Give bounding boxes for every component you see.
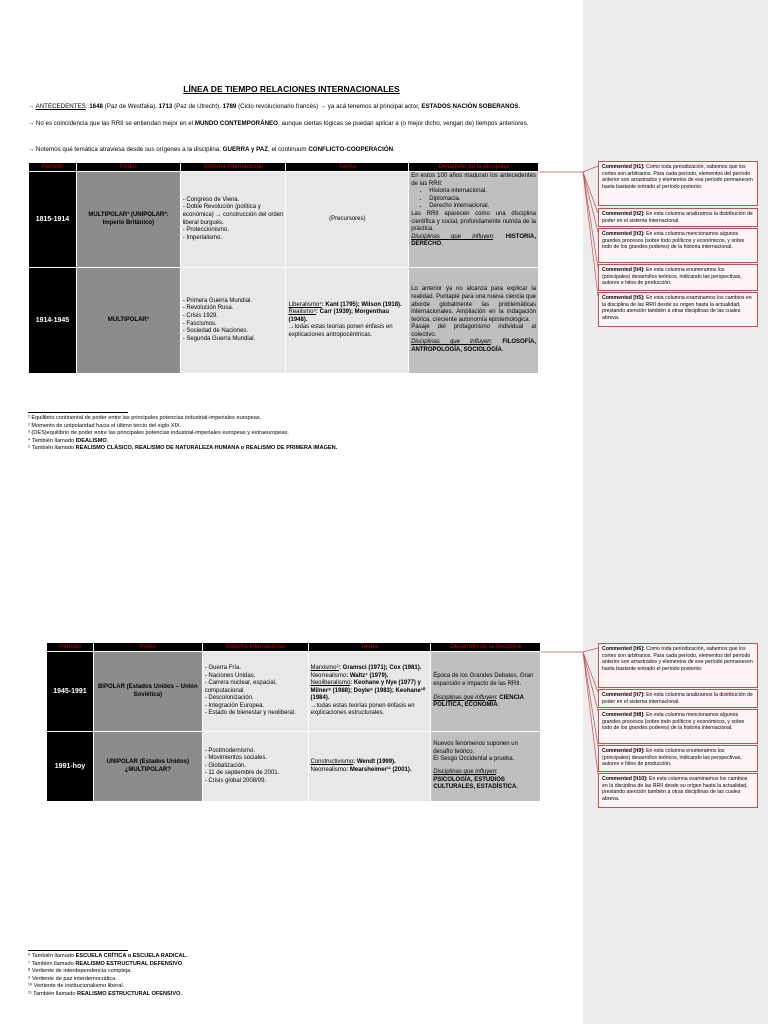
header-cell: Poder <box>93 643 202 652</box>
discipline-cell: En estos 100 años maduran los antecedentes de las RRII: • Historia internacional. • Diplomacia. • Derecho internacional. Las RRII aparecen como una disciplina científica y social, profundamente nutrida de la práctica. Disciplinas que influyen: HISTORIA, DERECHO. <box>409 172 539 268</box>
footnote: ⁸ Vertiente de interdependencia compleja. <box>28 968 132 975</box>
footnote: ⁴ También llamado IDEALISMO. <box>28 437 109 444</box>
power-cell: MULTIPOLAR³ <box>76 268 180 374</box>
comment-lt4[interactable]: Commented [lt4]: En esta columna enumeramos los (principales) desarrollos teóricos, indicando las perspectivas, autores e hitos de producción. <box>598 264 758 291</box>
table-row <box>29 268 539 374</box>
discipline-cell: Época de los Grandes Debates. Gran expansión e impacto de las RRII. Disciplinas que influyen: CIENCIA POLÍTICA, ECONOMÍA. <box>431 652 541 732</box>
footnote: ¹⁰ Vertiente de institucionalismo liberal. <box>28 983 125 990</box>
table-row <box>47 652 541 732</box>
power-cell: BIPOLAR (Estados Unidos – Unión Soviética) <box>93 652 202 732</box>
footnote: ¹ Equilibrio continental de poder entre las principales potencias industrial-imperiales europeas. <box>28 415 262 421</box>
theory-cell: Liberalismo⁴: Kant (1795); Wilson (1918). Realismo⁵: Carr (1939); Morgenthau (1948). →todas estas teorías ponen énfasis en explicaciones antropocéntricas. <box>286 268 409 374</box>
comment-lt8[interactable]: Commented [lt8]: En esta columna mencionamos algunos grandes procesos (sobre todo políticos y económicos, y sobre todo de los grandes poderes) de la historia internacional. <box>598 709 758 744</box>
header-cell: Poder <box>76 163 180 172</box>
period-cell: 1815-1914 <box>29 172 77 268</box>
comment-lt2[interactable]: Commented [lt2]: En esta columna analizamos la distribución de poder en el sistema internacional. <box>598 208 758 227</box>
footnote: ¹¹ También llamado REALISMO ESTRUCTURAL OFENSIVO. <box>28 990 182 997</box>
comments-pane <box>583 0 768 1024</box>
header-cell: Desarrollo de la disciplina <box>431 643 541 652</box>
header-cell: Sistema Internacional <box>180 163 286 172</box>
footnote-separator <box>28 950 128 951</box>
footnote: ² Momento de unipolaridad hacia el último tercio del siglo XIX. <box>28 422 182 429</box>
table-header-row <box>29 163 539 172</box>
footnote: ³ (DES)equilibrio de poder entre las principales potencias industrial-imperiales europeas y extraeuropeas. <box>28 430 289 437</box>
footnote-separator <box>28 412 128 413</box>
table-header-row <box>47 643 541 652</box>
header-cell: Sistema Internacional <box>202 643 308 652</box>
comment-lt6[interactable]: Commented [lt6]: Como toda periodización, sabemos que los cortes son arbitrarios. Para cada período, elementos del período anterior son arrastrados y elementos de ese período permanecen hasta bastante entrado el período posterior. <box>598 643 758 688</box>
theory-cell: Constructivismo: Wendt (1999). Neorrealismo: Mearsheimer¹¹ (2001). <box>308 732 431 802</box>
period-cell: 1914-1945 <box>29 268 77 374</box>
period-cell: 1991-hoy <box>47 732 94 802</box>
power-cell: UNIPOLAR (Estados Unidos) ¿MULTIPOLAR? <box>93 732 202 802</box>
theory-cell: Marxismo⁶: Gramsci (1971); Cox (1981). Neorrealismo: Waltz⁷ (1979). Neoliberalismo: Keohane y Nye (1977) y Milner⁸ (1988); Doyle⁹ (1983); Keohane¹⁰ (1984). →todas estas teorías ponen énfasis en explicaciones estructurales. <box>308 652 431 732</box>
table-row <box>47 732 541 802</box>
process-cell: - Postmodernismo. - Movimientos sociales. - Globalización. - 11 de septiembre de 2001. - Crisis global 2008/09. <box>202 732 308 802</box>
theory-cell: (Precursores) <box>286 172 409 268</box>
paragraph-mundo-contemporaneo: → No es coincidencia que las RRII se entiendan mejor en el MUNDO CONTEMPORÁNEO, aunque ciertas lógicas se puedan aplicar a (o mejor dicho, vengan de) tiempos anteriores. <box>28 120 529 127</box>
discipline-cell: Nuevos fenómenos suponen un desafío teórico. El Sesgo Occidental a prueba. Disciplinas que influyen: PSICOLOGÍA, ESTUDIOS CULTURALES, ESTADÍSTICA. <box>431 732 541 802</box>
header-cell: Desarrollo de la disciplina <box>409 163 539 172</box>
footnote: ⁷ También llamado REALISMO ESTRUCTURAL DEFENSIVO. <box>28 960 184 967</box>
discipline-cell: Lo anterior ya no alcanza para explicar la realidad. Puntapié para una nueva ciencia que aborde globalmente las problemáticas internacionales. Ampliación en la indagación teórica, creciente autonomía epistemológica. Pasaje del protagonismo individual al colectivo. Disciplinas que influyen: FILOSOFÍA, ANTROPOLOGÍA, SOCIOLOGÍA. <box>409 268 539 374</box>
header-cell: Período <box>47 643 94 652</box>
timeline-table-1 <box>28 162 539 374</box>
comment-lt9[interactable]: Commented [lt9]: En esta columna enumeramos los (principales) desarrollos teóricos, indicando las perspectivas, autores e hitos de producción. <box>598 745 758 772</box>
table-row <box>29 172 539 268</box>
header-cell: Período <box>29 163 77 172</box>
comment-lt7[interactable]: Commented [lt7]: En esta columna analizamos la distribución de poder en el sistema internacional. <box>598 689 758 708</box>
comment-lt10[interactable]: Commented [lt10]: En esta columna examinamos los cambios en la disciplina de las RRII desde su origen hasta la actualidad, prestando atención también a otras disciplinas de las cuales abreva. <box>598 773 758 808</box>
footnote: ⁶ También llamado ESCUELA CRÍTICA o ESCUELA RADICAL. <box>28 953 188 959</box>
timeline-table-2 <box>46 642 541 802</box>
footnote: ⁹ Vertiente de paz interdemocrática. <box>28 975 117 982</box>
header-cell: Teoría <box>286 163 409 172</box>
period-cell: 1945-1991 <box>47 652 94 732</box>
footnote: ⁵ También llamado REALISMO CLÁSICO, REALISMO DE NATURALEZA HUMANA o REALISMO DE PRIMERA IMAGEN. <box>28 445 338 452</box>
paragraph-antecedentes: → ANTECEDENTES: 1648 (Paz de Westfalia), 1713 (Paz de Utrecht), 1789 (Ciclo revolucionario francés) → ya acá tenemos al principal actor, ESTADOS NACIÓN SOBERANOS. <box>28 103 521 110</box>
process-cell: - Congreso de Viena. - Doble Revolución (política y económica) → construcción del orden liberal burgués. - Proteccionismo. - Imperialismo. <box>180 172 286 268</box>
page-title: LÍNEA DE TIEMPO RELACIONES INTERNACIONALES <box>183 84 400 94</box>
footnotes-page-1 <box>28 415 568 453</box>
comment-lt3[interactable]: Commented [lt3]: En esta columna mencionamos algunos grandes procesos (sobre todo políticos y económicos, y sobre todo de los grandes poderes) de la historia internacional. <box>598 228 758 263</box>
power-cell: MULTIPOLAR¹ (UNIPOLAR²: Imperio Británico) <box>76 172 180 268</box>
header-cell: Teoría <box>308 643 431 652</box>
process-cell: - Primera Guerra Mundial. - Revolución Rusa. - Crisis 1929. - Fascismos. - Sociedad de Naciones. - Segunda Guerra Mundial. <box>180 268 286 374</box>
footnotes-page-2 <box>28 953 568 999</box>
comment-lt1[interactable]: Commented [lt1]: Como toda periodización, sabemos que los cortes son arbitrarios. Para cada período, elementos del período anterior son arrastrados y elementos de ese período permanecen hasta bastante entrado el período posterior. <box>598 161 758 206</box>
comment-lt5[interactable]: Commented [lt5]: En esta columna examinamos los cambios en la disciplina de las RRII desde su origen hasta la actualidad, prestando atención también a otras disciplinas de las cuales abreva. <box>598 292 758 327</box>
process-cell: - Guerra Fría. - Naciones Unidas. - Carrera nuclear, espacial, computacional. - Descolonización. - Integración Europea. - Estado de bienestar y neoliberal. <box>202 652 308 732</box>
paragraph-tematica: → Notemos qué temática atraviesa desde sus orígenes a la disciplina: GUERRA y PAZ, el continuum CONFLICTO-COOPERACIÓN. <box>28 146 395 153</box>
